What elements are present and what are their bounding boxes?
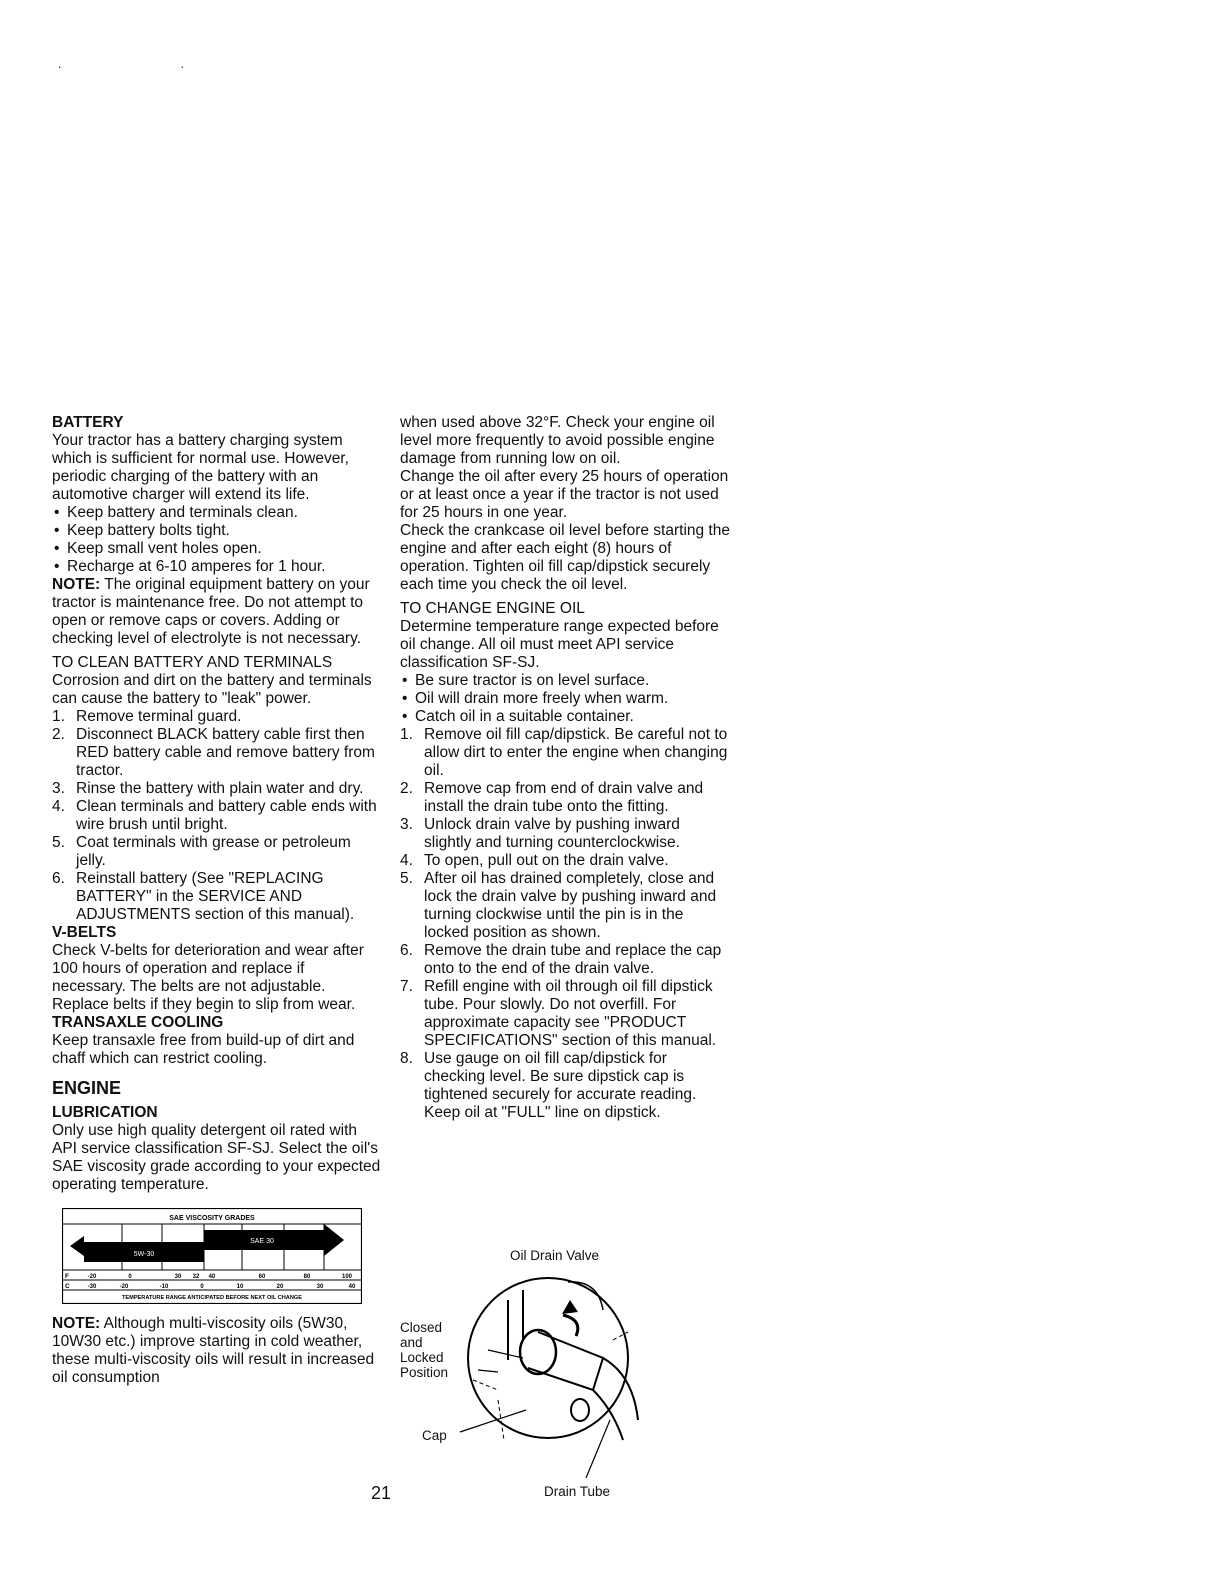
stray-marks: . . [58, 57, 243, 71]
battery-heading: BATTERY [52, 414, 124, 431]
tick-label: 20 [276, 1284, 284, 1290]
clean-battery-steps [52, 708, 382, 924]
viscosity-chart [62, 1208, 362, 1304]
tick-label: 40 [348, 1284, 356, 1290]
vbelts-heading: V-BELTS [52, 924, 117, 941]
list-item: • Catch oil in a suitable container. [400, 708, 730, 726]
tick-label: -20 [87, 1274, 97, 1280]
list-item: • Recharge at 6-10 amperes for 1 hour. [52, 558, 382, 576]
oil-check-text: Check the crankcase oil level before starting the engine and after each eight (8) hours of operation. Tighten oil fill cap/dipstick securely each time you check the oil level. [400, 522, 730, 593]
list-item: 2. Remove cap from end of drain valve and install the drain tube onto the fitting. [400, 780, 704, 815]
f-scale-label: F [65, 1273, 69, 1280]
cap-label: Cap [422, 1428, 447, 1443]
tick-label: 32 [192, 1274, 200, 1280]
tick-label: 30 [316, 1284, 324, 1290]
left-column [52, 414, 382, 1387]
clean-battery-intro: Corrosion and dirt on the battery and terminals can cause the battery to "leak" power. [52, 672, 372, 707]
tick-label: 80 [303, 1274, 311, 1280]
list-item: 8. Use gauge on oil fill cap/dipstick for checking level. Be sure dipstick cap is tightened securely for accurate reading. Keep oil at "FULL" line on dipstick. [400, 1050, 697, 1121]
change-oil-intro: Determine temperature range expected before oil change. All oil must meet API service classification SF-SJ. [400, 618, 719, 671]
note-label: NOTE: [52, 576, 101, 593]
closed-locked-label: Closed and Locked Position [400, 1320, 449, 1380]
tick-label: 100 [341, 1274, 353, 1280]
tick-label: 30 [174, 1274, 182, 1280]
note-label: NOTE: [52, 1315, 101, 1332]
battery-bullets [52, 504, 382, 576]
list-item: 1. Remove terminal guard. [52, 708, 242, 725]
engine-note [52, 1315, 382, 1387]
c-scale-label: C [65, 1283, 70, 1290]
lubrication-text: Only use high quality detergent oil rated with API service classification SF-SJ. Select the oil's SAE viscosity grade according to your expected operating temperature. [52, 1122, 381, 1193]
list-item: 5. Coat terminals with grease or petroleum jelly. [52, 834, 351, 869]
diagram-title: Oil Drain Valve [510, 1248, 600, 1263]
list-item: 2. Disconnect BLACK battery cable first then RED battery cable and remove battery from tractor. [52, 726, 375, 779]
battery-intro: Your tractor has a battery charging system which is sufficient for normal use. However, periodic charging of the battery with an automotive charger will extend its life. [52, 432, 349, 503]
chart-title: SAE VISCOSITY GRADES [169, 1215, 255, 1222]
page-number: 21 [371, 1483, 392, 1503]
chart-footer: TEMPERATURE RANGE ANTICIPATED BEFORE NEXT OIL CHANGE [122, 1295, 302, 1301]
transaxle-text: Keep transaxle free from build-up of dirt and chaff which can restrict cooling. [52, 1032, 355, 1067]
valve-illustration [398, 1240, 728, 1510]
list-item: 4. To open, pull out on the drain valve. [400, 852, 669, 869]
list-item: • Oil will drain more freely when warm. [400, 690, 730, 708]
right-column [400, 414, 730, 1122]
list-item: 7. Refill engine with oil through oil fill dipstick tube. Pour slowly. Do not overfill. For approximate capacity see "PRODUCT SPECIFICATIONS" section of this manual. [400, 978, 717, 1049]
list-item: 3. Unlock drain valve by pushing inward slightly and turning counterclockwise. [400, 816, 680, 851]
list-item: • Keep battery bolts tight. [52, 522, 382, 540]
list-item: • Be sure tractor is on level surface. [400, 672, 730, 690]
vbelts-text: Check V-belts for deterioration and wear after 100 hours of operation and replace if necessary. The belts are not adjustable. Replace belts if they begin to slip from wear. [52, 942, 364, 1013]
list-item: 3. Rinse the battery with plain water and dry. [52, 780, 364, 797]
tick-label: 0 [200, 1284, 204, 1290]
oil-change-interval: Change the oil after every 25 hours of operation or at least once a year if the tractor is not used for 25 hours in one year. [400, 468, 729, 521]
list-item: 1. Remove oil fill cap/dipstick. Be careful not to allow dirt to enter the engine when changing oil. [400, 726, 728, 779]
grade-warm-label: SAE 30 [250, 1238, 274, 1245]
engine-heading: ENGINE [52, 1078, 122, 1098]
drain-tube-label: Drain Tube [544, 1484, 611, 1499]
list-item: • Keep battery and terminals clean. [52, 504, 382, 522]
clean-battery-heading: TO CLEAN BATTERY AND TERMINALS [52, 654, 333, 671]
list-item: 6. Reinstall battery (See "REPLACING BATTERY" in the SERVICE AND ADJUSTMENTS section of this manual). [52, 870, 355, 923]
change-oil-heading: TO CHANGE ENGINE OIL [400, 600, 585, 617]
change-oil-bullets [400, 672, 730, 726]
grade-cold-label: 5W-30 [133, 1251, 155, 1258]
transaxle-heading: TRANSAXLE COOLING [52, 1014, 224, 1031]
lubrication-heading: LUBRICATION [52, 1104, 158, 1121]
list-item: 4. Clean terminals and battery cable ends with wire brush until bright. [52, 798, 377, 833]
change-oil-steps [400, 726, 730, 1122]
tick-label: 60 [258, 1274, 266, 1280]
tick-label: -30 [87, 1284, 97, 1290]
engine-note-continued: when used above 32°F. Check your engine oil level more frequently to avoid possible engine damage from running low on oil. [400, 414, 715, 467]
battery-note [52, 576, 382, 648]
list-item: 5. After oil has drained completely, close and lock the drain valve by pushing inward and turning clockwise until the pin is in the locked position as shown. [400, 870, 717, 941]
tick-label: -20 [119, 1284, 129, 1290]
note-text: Although multi-viscosity oils (5W30, 10W30 etc.) improve starting in cold weather, these multi-viscosity oils will result in increased oil consumption [52, 1315, 375, 1386]
note-text: The original equipment battery on your tractor is maintenance free. Do not attempt to open or remove caps or covers. Adding or checking level of electrolyte is not necessary. [52, 576, 370, 647]
tick-label: 0 [128, 1274, 132, 1280]
list-item: • Keep small vent holes open. [52, 540, 382, 558]
tick-label: 40 [208, 1274, 216, 1280]
tick-label: 10 [236, 1284, 244, 1290]
oil-drain-valve-diagram [398, 1240, 728, 1510]
tick-label: -10 [159, 1284, 169, 1290]
list-item: 6. Remove the drain tube and replace the cap onto to the end of the drain valve. [400, 942, 722, 977]
